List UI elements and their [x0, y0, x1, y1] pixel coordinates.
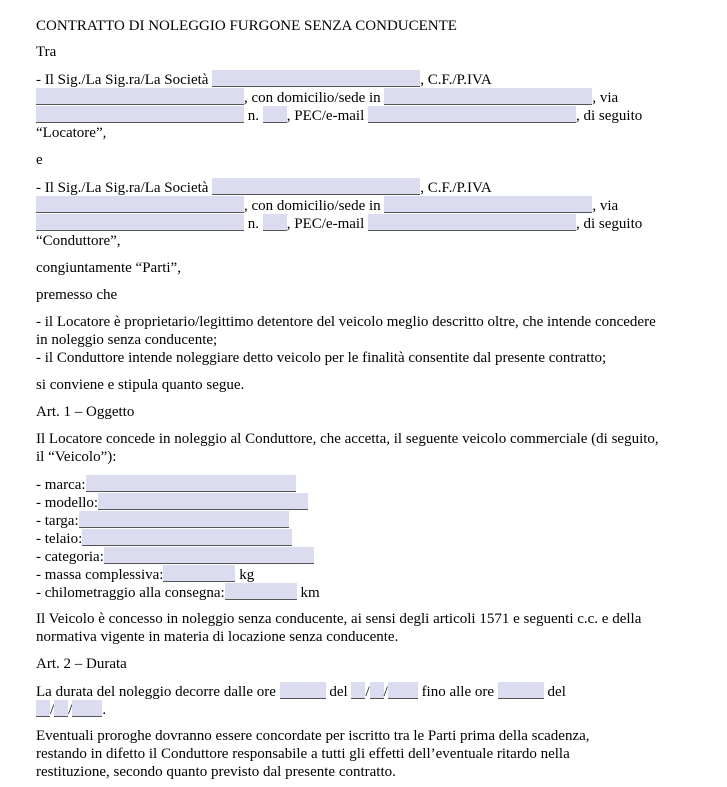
party1-cf-label: , C.F./P.IVA [420, 72, 492, 88]
party2-city-field[interactable] [384, 196, 592, 213]
party2-via-label: , via [592, 198, 619, 214]
party2-seguito-label: , di seguito [576, 216, 643, 232]
party1-pec-field[interactable] [368, 106, 576, 123]
art2-p1-line1 [36, 682, 696, 700]
categoria-label: - categoria: [36, 549, 104, 565]
premesso-text: premesso che [36, 287, 118, 303]
party2-name-field[interactable] [212, 178, 420, 195]
party2-prefix: - Il Sig./La Sig.ra/La Società [36, 180, 209, 196]
party2-pec-field[interactable] [368, 214, 576, 231]
modello-row [36, 493, 696, 511]
party1-prefix: - Il Sig./La Sig.ra/La Società [36, 72, 209, 88]
end-day-field[interactable] [36, 700, 50, 717]
del-label: del [329, 684, 348, 700]
art2-p2: Eventuali proroghe dovranno essere concordate per iscritto tra le Parti prima della scadenza, restando in difetto il Conduttore responsabile a tutti gli effetti dell’eventuale ritardo nella restituzione, secondo quanto previsto dal presente contratto. [36, 728, 590, 780]
e-label: e [36, 152, 43, 168]
km-field[interactable] [225, 583, 297, 600]
party2-line3 [36, 214, 696, 232]
massa-label: - massa complessiva: [36, 567, 164, 583]
modello-field[interactable] [98, 493, 308, 510]
modello-label: - modello: [36, 495, 99, 511]
telaio-field[interactable] [82, 529, 292, 546]
date-separator: / [365, 684, 370, 700]
date-separator: / [68, 702, 73, 718]
telaio-row [36, 529, 696, 547]
party1-seguito-label: , di seguito [576, 108, 643, 124]
party2-street-field[interactable] [36, 214, 244, 231]
fino-label: fino alle ore [421, 684, 495, 700]
art2-p1-line2 [36, 700, 696, 718]
party2-pec-label: , PEC/e-mail [286, 216, 365, 232]
categoria-row [36, 547, 696, 565]
party1-pec-label: , PEC/e-mail [286, 108, 365, 124]
party2-role: “Conduttore”, [36, 233, 121, 249]
party1-line2 [36, 88, 696, 106]
premise-2: - il Conduttore intende noleggiare detto veicolo per le finalità consentite dal presente contratto; [36, 350, 607, 366]
start-hour-field[interactable] [280, 682, 326, 699]
targa-field[interactable] [79, 511, 289, 528]
art1-heading: Art. 1 – Oggetto [36, 404, 135, 420]
party2-cf-field[interactable] [36, 196, 244, 213]
party2-line1 [36, 178, 696, 196]
km-row [36, 583, 696, 601]
art2-heading: Art. 2 – Durata [36, 656, 127, 672]
del-label-end: del [547, 684, 566, 700]
start-year-field[interactable] [388, 682, 418, 699]
start-month-field[interactable] [370, 682, 384, 699]
date-separator: / [50, 702, 55, 718]
party1-street-field[interactable] [36, 106, 244, 123]
telaio-label: - telaio: [36, 531, 83, 547]
conviene-text: si conviene e stipula quanto segue. [36, 377, 245, 393]
km-unit: km [300, 585, 320, 601]
marca-label: - marca: [36, 477, 86, 493]
targa-row [36, 511, 696, 529]
party1-via-label: , via [592, 90, 619, 106]
km-label: - chilometraggio alla consegna: [36, 585, 225, 601]
party1-domicilio-label: , con domicilio/sede in [244, 90, 381, 106]
date-separator: / [383, 684, 388, 700]
end-hour-field[interactable] [498, 682, 544, 699]
party1-name-field[interactable] [212, 70, 420, 87]
end-month-field[interactable] [54, 700, 68, 717]
kg-unit: kg [239, 567, 255, 583]
marca-row [36, 475, 696, 493]
premise-1: - il Locatore è proprietario/legittimo detentore del veicolo meglio descritto oltre, che intende concedere in noleggio senza conducente; [36, 314, 656, 348]
tra-label: Tra [36, 44, 57, 60]
party2-line2 [36, 196, 696, 214]
period: . [102, 702, 107, 718]
party2-number-field[interactable] [263, 214, 287, 231]
party1-city-field[interactable] [384, 88, 592, 105]
massa-field[interactable] [163, 565, 235, 582]
party2-n-label: n. [247, 216, 259, 232]
party1-line3 [36, 106, 696, 124]
party1-n-label: n. [247, 108, 259, 124]
marca-field[interactable] [86, 475, 296, 492]
party1-line1 [36, 70, 696, 88]
document-title: CONTRATTO DI NOLEGGIO FURGONE SENZA CONDUCENTE [36, 18, 457, 34]
art1-intro: Il Locatore concede in noleggio al Conduttore, che accetta, il seguente veicolo commerciale (di seguito, il “Veicolo”): [36, 431, 659, 465]
party2-domicilio-label: , con domicilio/sede in [244, 198, 381, 214]
party2-cf-label: , C.F./P.IVA [420, 180, 492, 196]
party1-role: “Locatore”, [36, 125, 107, 141]
end-year-field[interactable] [72, 700, 102, 717]
targa-label: - targa: [36, 513, 79, 529]
party1-number-field[interactable] [263, 106, 287, 123]
party1-cf-field[interactable] [36, 88, 244, 105]
congiuntamente-text: congiuntamente “Parti”, [36, 260, 181, 276]
categoria-field[interactable] [104, 547, 314, 564]
massa-row [36, 565, 696, 583]
art1-body: Il Veicolo è concesso in noleggio senza conducente, ai sensi degli articoli 1571 e seguenti c.c. e della normativa vigente in materia di locazione senza conducente. [36, 611, 642, 645]
contract-document [36, 17, 696, 781]
durata-text: La durata del noleggio decorre dalle ore [36, 684, 276, 700]
start-day-field[interactable] [351, 682, 365, 699]
